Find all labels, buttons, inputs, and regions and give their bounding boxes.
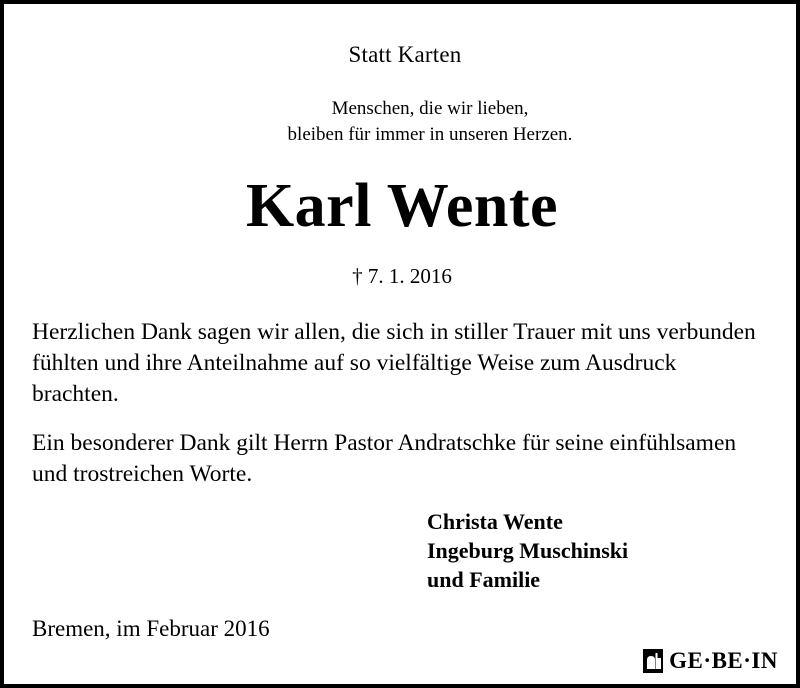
place-and-date: Bremen, im Februar 2016 (32, 616, 270, 642)
signer-name: und Familie (427, 566, 541, 592)
gebein-logo-text: GE·BE·IN (669, 648, 778, 673)
signer-name: Christa Wente (427, 509, 563, 535)
gebein-mark-icon (643, 649, 663, 673)
memorial-verse (32, 96, 768, 147)
statt-karten-heading: Statt Karten (348, 42, 462, 67)
paragraph: Ein besonderer Dank gilt Herrn Pastor Andratschke für seine einfühlsamen und trostreichen Worte. (32, 430, 737, 488)
verse-line: Menschen, die wir lieben, (331, 98, 529, 119)
verse-line: bleiben für immer in unseren Herzen. (287, 123, 573, 145)
funeral-home-logo (643, 648, 778, 674)
signers-block (32, 508, 768, 594)
paragraph: Herzlichen Dank sagen wir allen, die sich in stiller Trauer mit uns verbunden fühlten und ihre Anteilnahme auf so vielfältige Weise zum Ausdruck brachten. (32, 319, 756, 408)
deceased-name: Karl Wente (245, 172, 559, 241)
death-date: † 7. 1. 2016 (352, 264, 452, 289)
notice-inner (4, 4, 796, 684)
thank-you-text (32, 317, 768, 490)
signer-name: Ingeburg Muschinski (427, 537, 629, 563)
